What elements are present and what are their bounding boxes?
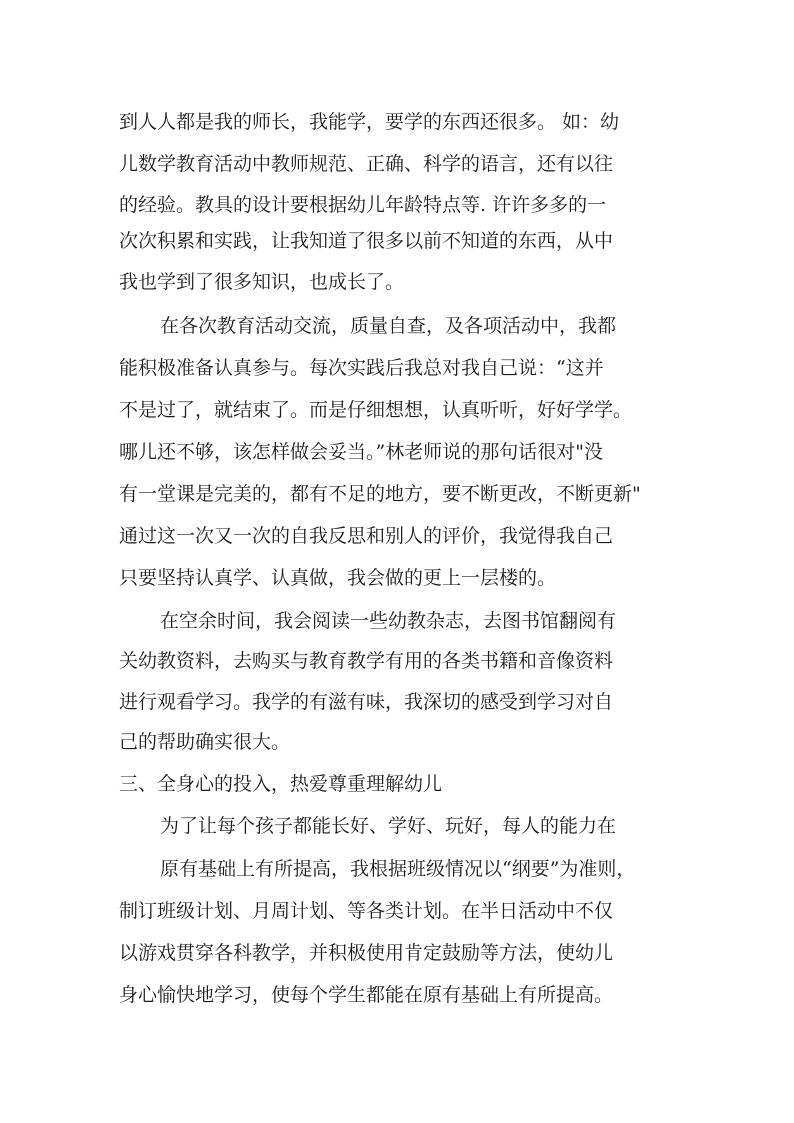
paragraph-line: 关幼教资料，去购买与教育教学有用的各类书籍和音像资料: [119, 650, 614, 672]
paragraph-line: 进行观看学习。我学的有滋有味，我深切的感受到学习对自: [119, 691, 614, 713]
paragraph-line: 我也学到了很多知识，也成长了。: [119, 271, 405, 293]
paragraph-line: 不是过了，就结束了。而是仔细想想，认真听听，好好学学。: [119, 399, 633, 421]
paragraph-line: 哪儿还不够，该怎样做会妥当。”林老师说的那句话很对"没: [119, 441, 603, 463]
paragraph-line: 次次积累和实践，让我知道了很多以前不知道的东西，从中: [119, 230, 614, 252]
paragraph-line: 在空余时间，我会阅读一些幼教杂志，去图书馆翻阅有: [160, 610, 617, 632]
paragraph-line: 在各次教育活动交流，质量自查，及各项活动中，我都: [160, 315, 617, 337]
paragraph-line: 儿数学教育活动中教师规范、正确、科学的语言，还有以往: [119, 153, 614, 175]
paragraph-line: 到人人都是我的师长，我能学，要学的东西还很多。 如：幼: [119, 111, 620, 133]
paragraph-line: 以游戏贯穿各科教学，并积极使用肯定鼓励等方法，使幼儿: [119, 942, 614, 964]
paragraph-line: 通过这一次又一次的自我反思和别人的评价，我觉得我自己: [119, 525, 614, 547]
paragraph-line: 己的帮助确实很大。: [119, 731, 291, 753]
paragraph-line: 原有基础上有所提高，我根据班级情况以“纲要”为准则，: [160, 858, 636, 880]
section-heading: 三、全身心的投入，热爱尊重理解幼儿: [119, 773, 443, 795]
paragraph-line: 制订班级计划、月周计划、等各类计划。在半日活动中不仅: [119, 900, 614, 922]
paragraph-line: 能积极准备认真参与。每次实践后我总对我自己说：“这并: [119, 357, 604, 379]
paragraph-line: 身心愉快地学习，使每个学生都能在原有基础上有所提高。: [119, 984, 614, 1006]
paragraph-line: 为了让每个孩子都能长好、学好、玩好，每人的能力在: [160, 815, 617, 837]
paragraph-line: 有一堂课是完美的，都有不足的地方，要不断更改，不断更新": [119, 483, 641, 505]
paragraph-line: 的经验。教具的设计要根据幼儿年龄特点等. 许许多多的一: [119, 194, 607, 216]
paragraph-line: 只要坚持认真学、认真做，我会做的更上一层楼的。: [119, 567, 557, 589]
